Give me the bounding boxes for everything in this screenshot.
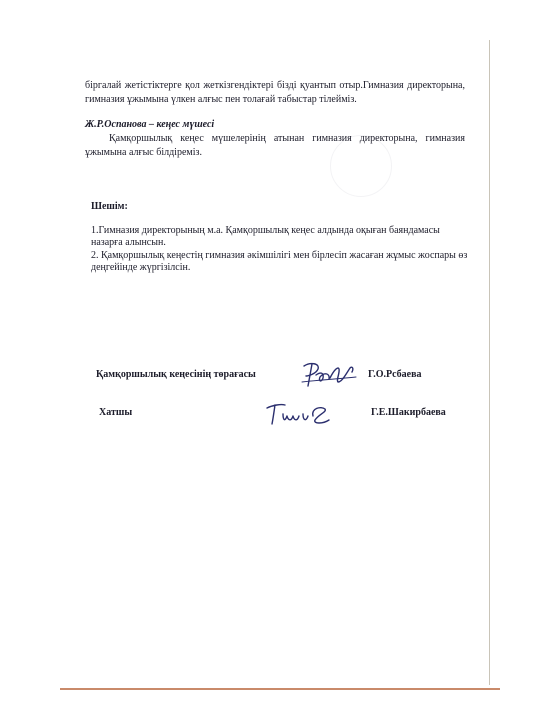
chair-name: Г.О.Рсбаева — [368, 369, 422, 380]
decision-heading: Шешім: — [91, 201, 128, 212]
intro-paragraph: біргалай жетістіктерге қол жеткізгендіктері бізді қуантып отыр.Гимназия директорына, гимназия ұжымына үлкен алғыс пен толағай табыстар тілейміз. — [85, 80, 465, 105]
decision-item-1: 1.Гимназия директорының м.а. Қамқоршылық кеңес алдында оқыған баяндамасы назарға алынсын. — [91, 225, 440, 248]
member-paragraph: Қамқоршылық кеңес мүшелерінің атынан гимназия директорына, гимназия ұжымына алғыс білдіреміз. — [85, 133, 465, 158]
chair-handwritten-signature — [298, 360, 360, 390]
page-bottom-edge — [60, 688, 500, 690]
decision-item-2: 2. Қамқоршылық кеңестің гимназия әкімшілігі мен бірлесіп жасаған жұмыс жоспары өз деңгейінде жүргізілсін. — [91, 250, 468, 273]
decision-list — [91, 225, 471, 275]
secretary-name: Г.Е.Шакирбаева — [371, 407, 446, 418]
chair-signature-row — [0, 360, 557, 390]
member-heading: Ж.Р.Оспанова – кеңес мүшесі — [85, 119, 215, 130]
chair-role-label: Қамқоршылық кеңесінің төрағасы — [96, 369, 256, 380]
secretary-signature-row — [0, 398, 557, 428]
secretary-handwritten-signature — [263, 400, 333, 428]
secretary-role-label: Хатшы — [99, 407, 133, 418]
